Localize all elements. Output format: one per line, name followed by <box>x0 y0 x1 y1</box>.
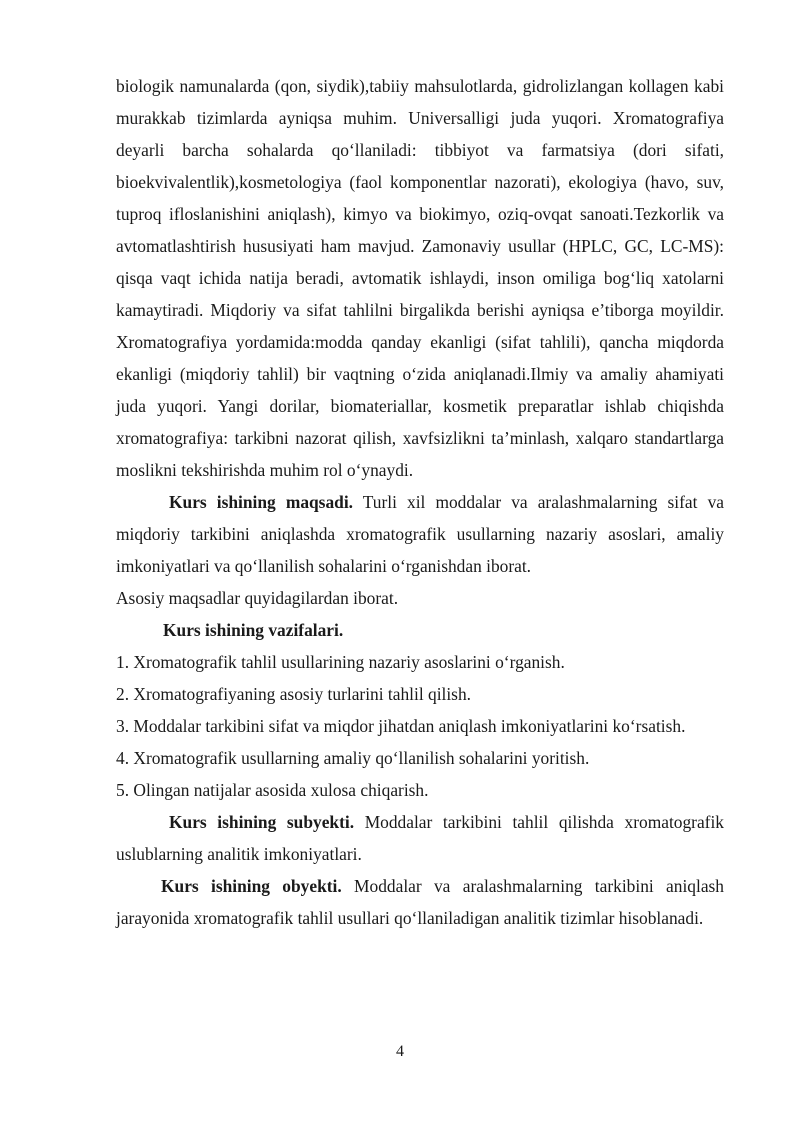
task-item: 1. Xromatografik tahlil usullarining nazariy asoslarini o‘rganish. <box>116 652 565 672</box>
subject-paragraph <box>116 806 724 870</box>
goals-intro: Asosiy maqsadlar quyidagilardan iborat. <box>116 588 399 608</box>
document-body <box>116 70 724 934</box>
goal-paragraph <box>116 486 724 582</box>
task-item: 3. Moddalar tarkibini sifat va miqdor jihatdan aniqlash imkoniyatlarini ko‘rsatish. <box>116 716 686 736</box>
goal-heading: Kurs ishining maqsadi. <box>169 492 353 512</box>
page-number: 4 <box>396 1043 404 1060</box>
task-item: 5. Olingan natijalar asosida xulosa chiqarish. <box>116 780 429 800</box>
tasks-heading: Kurs ishining vazifalari. <box>163 620 344 640</box>
task-item: 4. Xromatografik usullarning amaliy qo‘llanilish sohalarini yoritish. <box>116 748 590 768</box>
tasks-heading-line <box>116 614 724 646</box>
object-paragraph <box>116 870 724 934</box>
object-text: Moddalar va aralashmalarning tarkibini aniqlash jarayonida xromatografik tahlil usullari qo‘llaniladigan analitik tizimlar hisoblanadi. <box>116 876 724 928</box>
goal-text: Turli xil moddalar va aralashmalarning sifat va miqdoriy tarkibini aniqlashda xromatografik usullarning nazariy asoslari, amaliy imkoniyatlari va qo‘llanilish sohalarini o‘rganishdan iborat. <box>116 492 724 576</box>
object-heading: Kurs ishining obyekti. <box>161 876 342 896</box>
task-item: 2. Xromatografiyaning asosiy turlarini tahlil qilish. <box>116 684 471 704</box>
subject-text: Moddalar tarkibini tahlil qilishda xromatografik uslublarning analitik imkoniyatlari. <box>116 812 724 864</box>
intro-paragraph: biologik namunalarda (qon, siydik),tabiiy mahsulotlarda, gidrolizlangan kollagen kabi murakkab tizimlarda ayniqsa muhim. Universalligi juda yuqori. Xromatografiya deyarli barcha sohalarda qo‘llaniladi: tibbiyot va farmatsiya (dori sifati, bioekvivalentlik),kosmetologiya (faol komponentlar nazorati), ekologiya (havo, suv, tuproq ifloslanishini aniqlash), kimyo va biokimyo, oziq-ovqat sanoati.Tezkorlik va avtomatlashtirish hususiyati ham mavjud. Zamonaviy usullar (HPLC, GC, LC-MS): qisqa vaqt ichida natija beradi, avtomatik ishlaydi, inson omiliga bog‘liq xatolarni kamaytiradi. Miqdoriy va sifat tahlilni birgalikda berishi ayniqsa e’tiborga moyildir. Xromatografiya yordamida:modda qanday ekanligi (sifat tahlili), qancha miqdorda ekanligi (miqdoriy tahlil) bir vaqtning o‘zida aniqlanadi.Ilmiy va amaliy ahamiyati juda yuqori. Yangi dorilar, biomateriallar, kosmetik preparatlar ishlab chiqishda xromatografiya: tarkibni nazorat qilish, xavfsizlikni ta’minlash, xalqaro standartlarga moslikni tekshirishda muhim rol o‘ynaydi. <box>116 76 724 480</box>
subject-heading: Kurs ishining subyekti. <box>169 812 355 832</box>
